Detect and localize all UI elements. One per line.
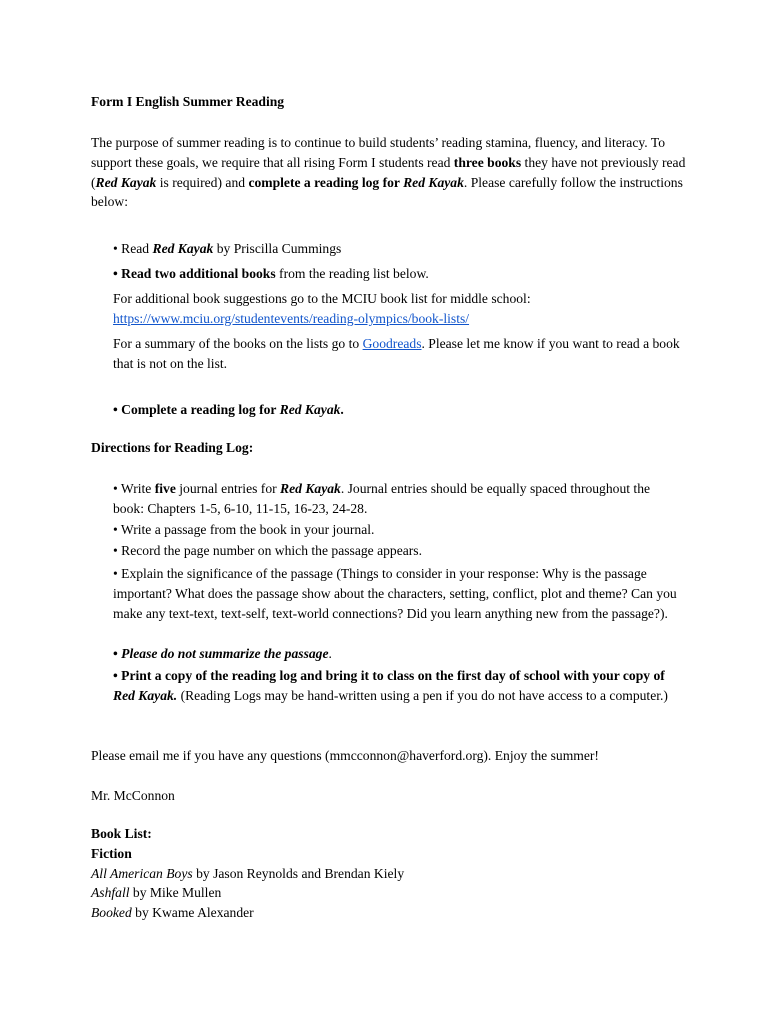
intro-paragraph: The purpose of summer reading is to continue to build students’ reading stamina, fluency, and literacy. To support these goals, we require that all rising Form I students read three books they have not previously read (Red Kayak is required) and complete a reading log for Red Kayak. Please carefully follow the instructions below: — [91, 135, 686, 210]
goodreads-link[interactable]: Goodreads — [362, 336, 422, 351]
book-list-heading: Book List: — [91, 826, 152, 841]
mciu-book-list-link[interactable]: https://www.mciu.org/studentevents/reading-olympics/book-lists/ — [113, 310, 470, 326]
email-note: Please email me if you have any questions (mmcconnon@haverford.org). Enjoy the summer! — [91, 748, 599, 763]
list-item: All American Boys by Jason Reynolds and Brendan Kiely — [91, 865, 405, 881]
direction-page-number: • Record the page number on which the passage appears. — [113, 543, 422, 558]
direction-journal-entries: • Write five journal entries for Red Kayak. Journal entries should be equally spaced throughout the book: Chapters 1-5, 6-10, 11-15, 16-23, 24-28. — [113, 481, 651, 516]
direction-explain-significance: • Explain the significance of the passage (Things to consider in your response: Why is the passage important? What does the passage show about the characters, setting, conflict, plot and theme? Can you make any text-text, text-self, text-world connections? Did you learn anything new from the passage?). — [113, 566, 677, 621]
direction-write-passage: • Write a passage from the book in your journal. — [113, 522, 375, 537]
signature: Mr. McConnon — [91, 788, 175, 803]
direction-do-not-summarize: • Please do not summarize the passage. — [113, 646, 332, 661]
book-suggestions: For additional book suggestions go to the MCIU book list for middle school: https://www.mciu.org/studentevents/reading-olympics/book-lists/ — [113, 291, 531, 326]
requirement-reading-log: • Complete a reading log for Red Kayak. — [113, 402, 344, 417]
directions-heading: Directions for Reading Log: — [91, 440, 254, 455]
requirement-two-books: • Read two additional books from the reading list below. — [113, 266, 429, 281]
direction-print-log: • Print a copy of the reading log and bring it to class on the first day of school with your copy of Red Kayak. (Reading Logs may be hand-written using a pen if you do not have access to a computer.) — [113, 668, 668, 703]
list-item: Booked by Kwame Alexander — [91, 905, 254, 921]
requirement-read-red-kayak: • Read Red Kayak by Priscilla Cummings — [113, 241, 342, 256]
book-list — [91, 824, 691, 923]
list-item: Ashfall by Mike Mullen — [91, 885, 222, 901]
summary-note: For a summary of the books on the lists go to Goodreads. Please let me know if you want to read a book that is not on the list. — [113, 336, 680, 371]
document-title: Form I English Summer Reading — [91, 94, 285, 109]
fiction-heading: Fiction — [91, 845, 132, 861]
